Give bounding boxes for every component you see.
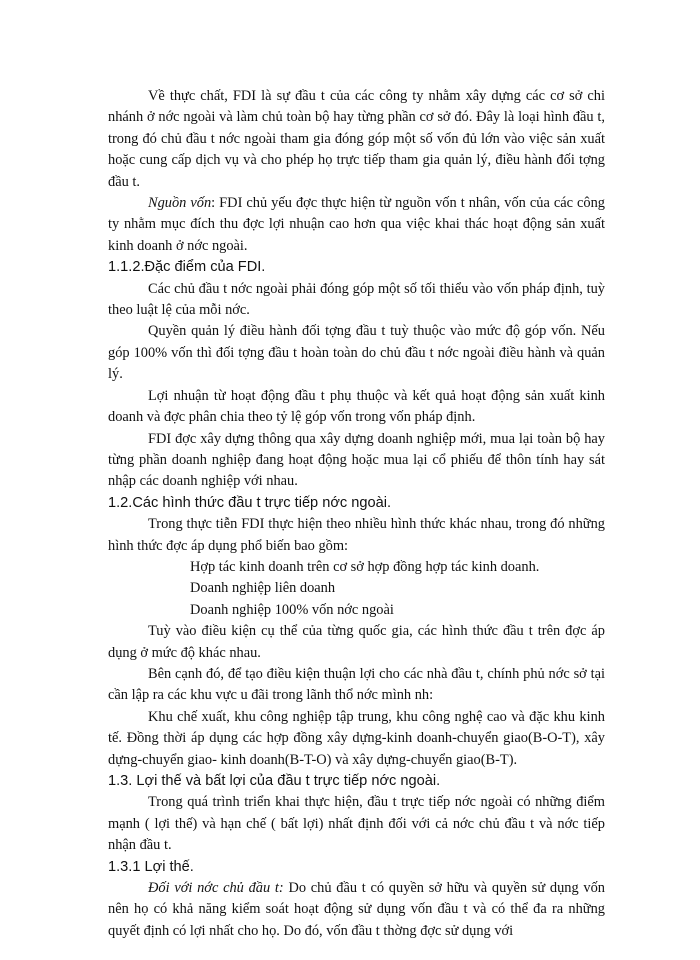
investor-country-text: Do chủ đầu t có quyền sở hữu và quyền sử dụng vốn nên họ có khả năng kiểm soát hoạt động sử dụng vốn đầu t và có thể đa ra những quyết định có lợi nhất cho họ. Do đó, vốn đầu t thờng đợc sử dụng với — [108, 880, 605, 939]
heading-1-3-1: 1.3.1 Lợi thế. — [108, 858, 194, 875]
capital-source-label: Nguồn vốn — [148, 195, 212, 212]
paragraph-zone-types: Khu chế xuất, khu công nghiệp tập trung, khu công nghệ cao và đặc khu kinh tế. Đồng thời áp dụng các hợp đồng xây dựng-kinh doanh-chuyển giao(B-O-T), xây dựng-chuyển giao- kinh doanh(B-T-O) và xây dựng-chuyển giao(B-T). — [108, 708, 605, 768]
paragraph-min-contribution: Các chủ đầu t nớc ngoài phải đóng góp một số tối thiểu vào vốn pháp định, tuỳ theo luật lệ của mỗi nớc. — [108, 280, 605, 319]
investor-country-label: Đối với nớc chủ đầu t: — [148, 880, 284, 897]
paragraph-incentive-zones: Bên cạnh đó, để tạo điều kiện thuận lợi cho các nhà đầu t, chính phủ nớc sở tại cần lập ra các khu vực u đãi trong lãnh thổ nớc mình nh: — [108, 665, 605, 704]
capital-source-text: : FDI chủ yếu đợc thực hiện từ nguồn vốn t nhân, vốn của các công ty nhằm mục đích thu đợc lợi nhuận cao hơn qua việc khai thác hoạt động sản xuất kinh doanh ở nớc ngoài. — [108, 195, 605, 254]
heading-1-1-2: 1.1.2.Đặc điểm của FDI. — [108, 259, 266, 276]
paragraph-forms-applied: Tuỳ vào điều kiện cụ thể của từng quốc gia, các hình thức đầu t trên đợc áp dụng ở mức độ khác nhau. — [108, 623, 605, 661]
document-page — [108, 86, 605, 942]
paragraph-profit: Lợi nhuận từ hoạt động đầu t phụ thuộc và kết quả hoạt động sản xuất kinh doanh và đợc phân chia theo tỷ lệ góp vốn trong vốn pháp định. — [108, 387, 605, 426]
list-item: Doanh nghiệp 100% vốn nớc ngoài — [190, 601, 394, 618]
list-item: Doanh nghiệp liên doanh — [190, 580, 336, 597]
forms-list — [108, 557, 605, 621]
paragraph-fdi-nature: Về thực chất, FDI là sự đầu t của các công ty nhằm xây dựng các cơ sở chi nhánh ở nớc ngoài và làm chủ toàn bộ hay từng phần cơ sở đó. Đây là loại hình đầu t, trong đó chủ đầu t nớc ngoài tham gia đóng góp một số vốn đủ lớn vào việc sản xuất hoặc cung cấp dịch vụ và cho phép họ trực tiếp tham gia quản lý, điều hành đối tợng đầu t. — [108, 88, 605, 190]
paragraph-forms-intro: Trong thực tiễn FDI thực hiện theo nhiều hình thức khác nhau, trong đó những hình thức đợc áp dụng phổ biến bao gồm: — [108, 516, 605, 554]
paragraph-fdi-construction: FDI đợc xây dựng thông qua xây dựng doanh nghiệp mới, mua lại toàn bộ hay từng phần doanh nghiệp đang hoạt động hoặc mua lại cổ phiếu để thôn tính hay sát nhập các doanh nghiệp với nhau. — [108, 430, 605, 490]
heading-1-2: 1.2.Các hình thức đầu t trực tiếp nớc ngoài. — [108, 494, 392, 511]
heading-1-3: 1.3. Lợi thế và bất lợi của đầu t trực tiếp nớc ngoài. — [108, 773, 441, 789]
paragraph-investor-country — [108, 878, 605, 942]
list-item: Hợp tác kinh doanh trên cơ sở hợp đồng hợp tác kinh doanh. — [190, 558, 540, 575]
paragraph-strengths-intro: Trong quá trình triển khai thực hiện, đầu t trực tiếp nớc ngoài có những điểm mạnh ( lợi thế) và hạn chế ( bất lợi) nhất định đối với cả nớc chủ đầu t và nớc tiếp nhận đầu t. — [108, 794, 605, 854]
paragraph-capital-source — [108, 193, 605, 257]
paragraph-management-rights: Quyền quản lý điều hành đối tợng đầu t tuỳ thuộc vào mức độ góp vốn. Nếu góp 100% vốn thì đối tợng đầu t hoàn toàn do chủ đầu t nớc ngoài điều hành và quản lý. — [108, 323, 605, 383]
